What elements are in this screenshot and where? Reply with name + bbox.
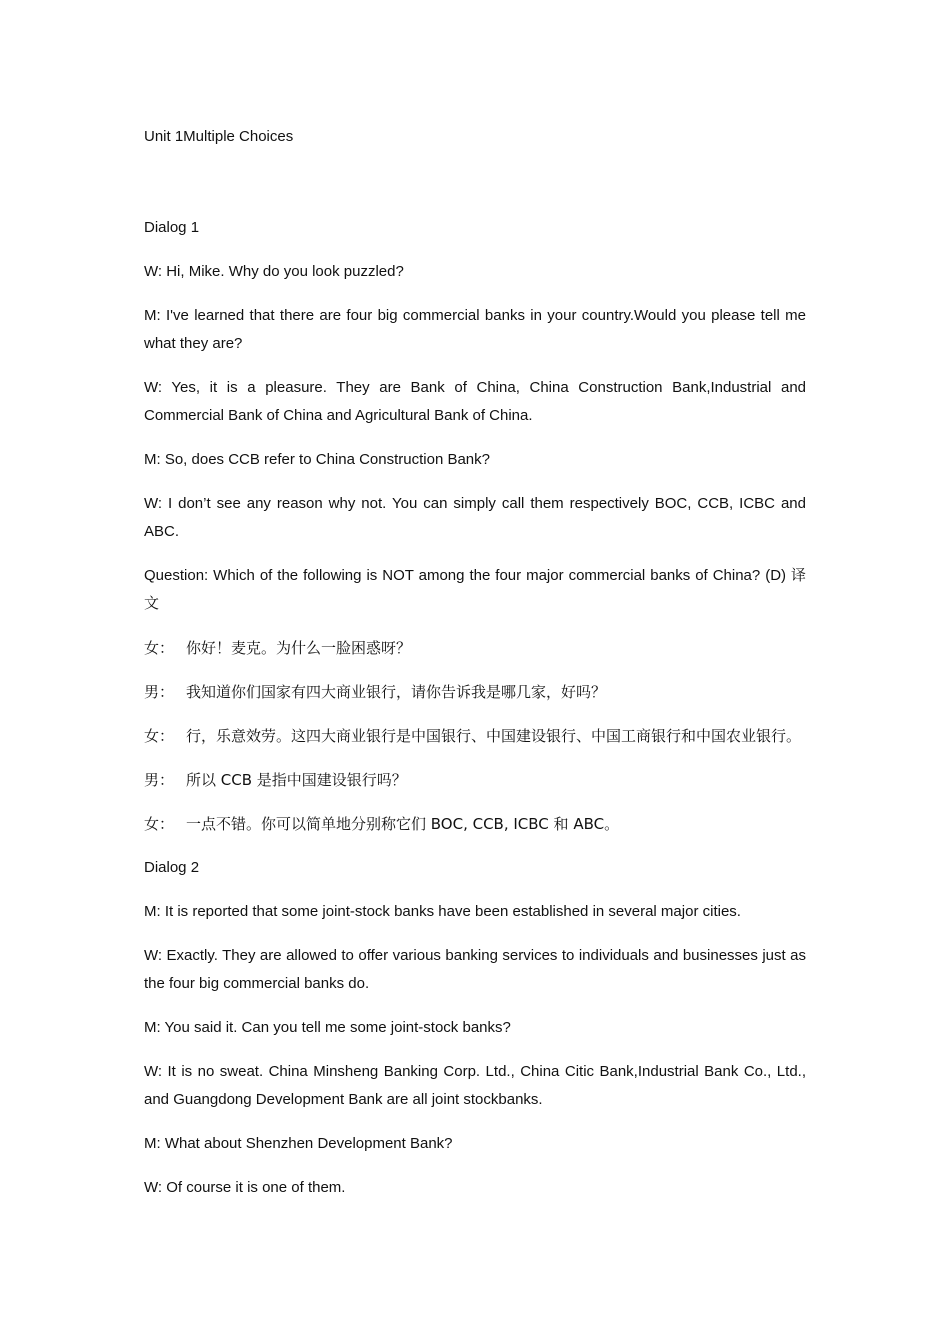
translation-text: 一点不错。你可以简单地分别称它们 BOC, CCB, ICBC 和 ABC。: [186, 815, 620, 833]
dialog-2-line: M: What about Shenzhen Development Bank?: [144, 1135, 453, 1152]
dialog-1-line: W: Yes, it is a pleasure. They are Bank of China, China Construction Bank,Industrial and Commercial Bank of China and Agricultural Bank of China.: [144, 379, 806, 424]
translation-speaker: 女：: [144, 639, 175, 657]
dialog-1-line: M: So, does CCB refer to China Construction Bank?: [144, 451, 490, 468]
translation-text: 所以 CCB 是指中国建设银行吗？: [186, 771, 407, 789]
dialog-2-heading: Dialog 2: [144, 859, 200, 876]
translation-line: [144, 810, 806, 838]
translation-speaker: 女：: [144, 727, 175, 745]
dialog-1-line: W: Hi, Mike. Why do you look puzzled?: [144, 263, 404, 280]
translation-line: [144, 634, 806, 662]
translation-text: 行，乐意效劳。这四大商业银行是中国银行、中国建设银行、中国工商银行和中国农业银行。: [186, 727, 802, 745]
dialog-2-line: W: Exactly. They are allowed to offer various banking services to individuals and businesses just as the four big commercial banks do.: [144, 947, 806, 992]
dialog-1-heading: Dialog 1: [144, 219, 200, 236]
translation-speaker: 女：: [144, 815, 175, 833]
dialog-2-line: W: Of course it is one of them.: [144, 1179, 346, 1196]
document-page: [144, 126, 806, 1218]
document-title: Unit 1Multiple Choices: [144, 128, 294, 145]
translation-speaker: 男：: [144, 683, 175, 701]
dialog-2-line: M: You said it. Can you tell me some joint-stock banks?: [144, 1019, 511, 1036]
dialog-1-line: M: I've learned that there are four big commercial banks in your country.Would you please tell me what they are?: [144, 307, 806, 352]
translation-line: [144, 678, 806, 706]
translation-text: 我知道你们国家有四大商业银行，请你告诉我是哪几家，好吗？: [186, 683, 607, 701]
translation-speaker: 男：: [144, 771, 175, 789]
translation-line: [144, 722, 806, 750]
dialog-2-line: W: It is no sweat. China Minsheng Banking Corp. Ltd., China Citic Bank,Industrial Bank Co., Ltd., and Guangdong Development Bank are all joint stockbanks.: [144, 1063, 806, 1108]
dialog-2-line: M: It is reported that some joint-stock banks have been established in several major cities.: [144, 903, 741, 920]
translation-text: 你好！麦克。为什么一脸困惑呀？: [186, 639, 412, 657]
dialog-1-line: W: I don’t see any reason why not. You can simply call them respectively BOC, CCB, ICBC and ABC.: [144, 495, 806, 540]
translation-line: [144, 766, 806, 794]
dialog-1-question: Question: Which of the following is NOT among the four major commercial banks of China? (D) 译文: [144, 567, 806, 612]
